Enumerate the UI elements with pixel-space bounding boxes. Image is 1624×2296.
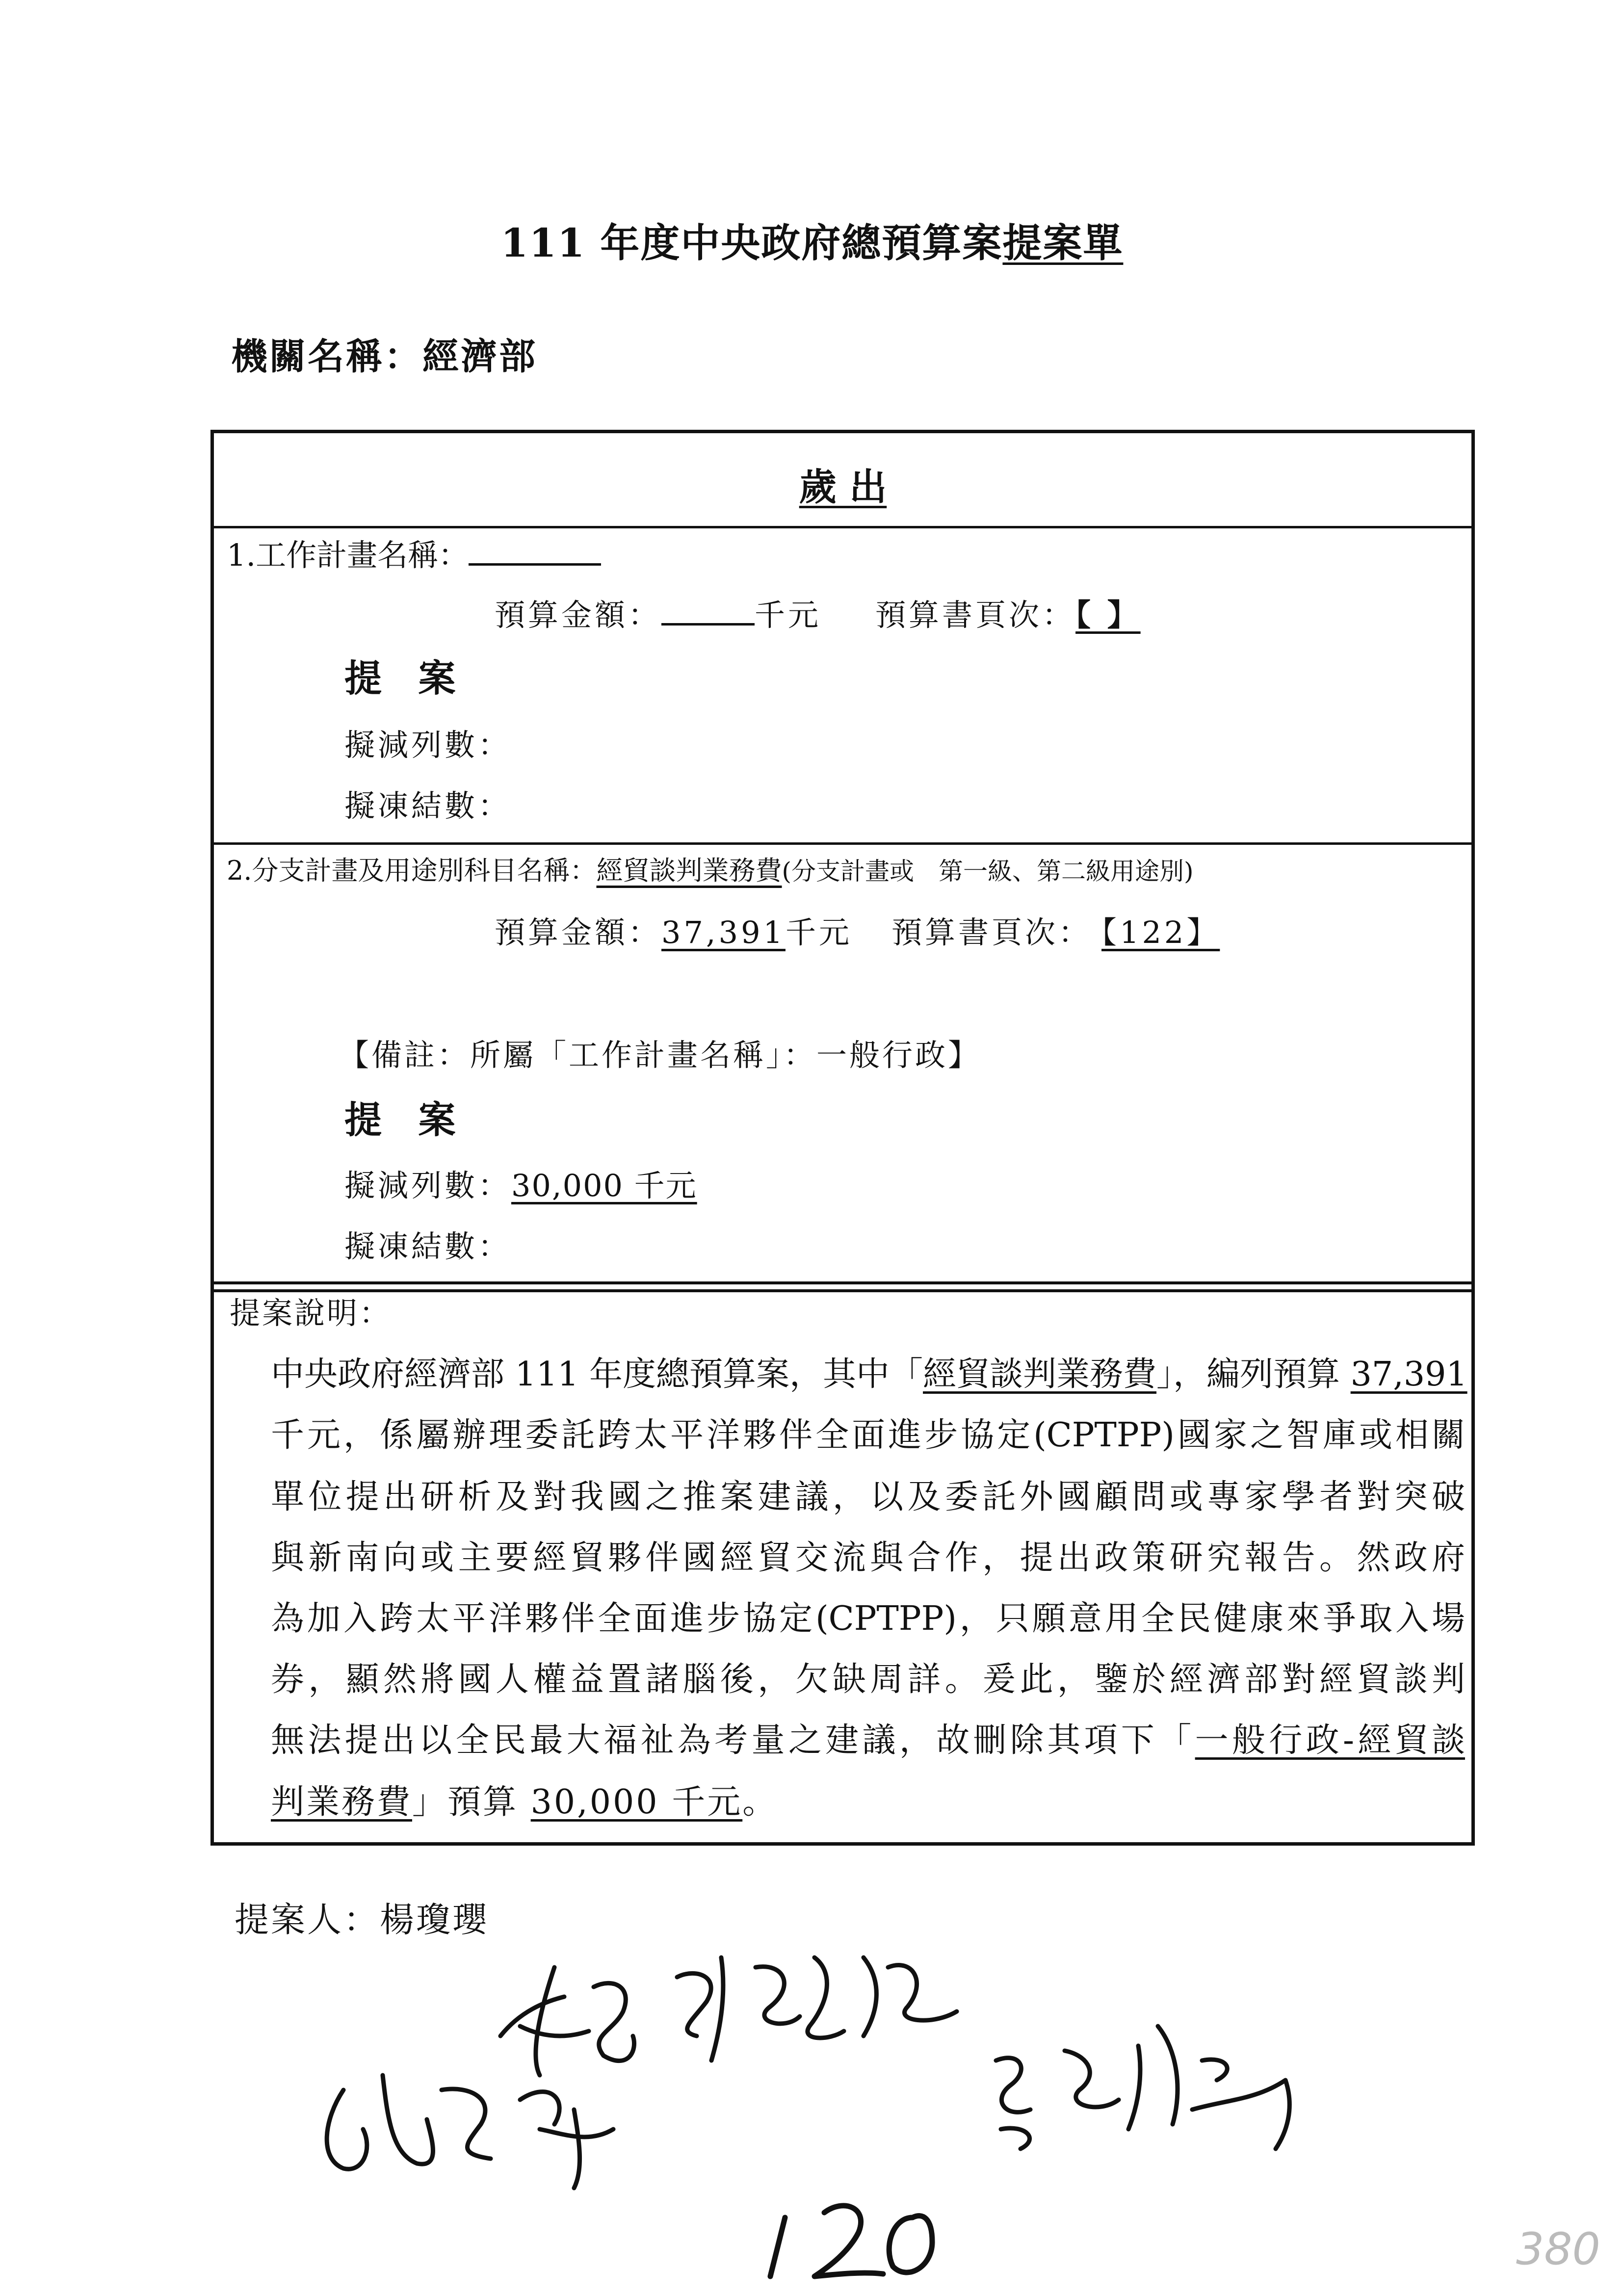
s1-reduce-label: 擬減列數： — [344, 727, 512, 763]
explanation-label: 提案說明： — [230, 1295, 392, 1331]
s2-reduce-label: 擬減列數： — [344, 1168, 512, 1203]
title-text: 111 年度中央政府總預算案 — [500, 220, 1003, 266]
s2-name-row — [227, 855, 1194, 886]
underlined-text: 37,391 — [1350, 1355, 1467, 1394]
underlined-text: 30,000 千元 — [530, 1783, 743, 1822]
text-segment: 券，顯然將國人權益置諸腦後，欠缺周詳。爰此，鑒於經濟部對經貿談判 — [271, 1660, 1465, 1699]
title-underlined-text: 提案單 — [1002, 220, 1124, 266]
divider — [210, 526, 1475, 528]
s1-proposal-heading: 提 案 — [344, 656, 468, 700]
text-segment: 」預算 — [412, 1783, 531, 1822]
s1-budget-label: 預算金額： — [495, 597, 662, 633]
underlined-text: 一般行政-經貿談 — [1195, 1721, 1465, 1760]
explanation-line — [271, 1721, 1465, 1760]
s1-page-label: 預算書頁次： — [875, 597, 1076, 633]
text-segment: 無法提出以全民最大福祉為考量之建議，故刪除其項下「 — [271, 1721, 1195, 1760]
text-segment: 中央政府經濟部 111 年度總預算案，其中「 — [271, 1355, 923, 1394]
agency-name: 機關名稱：經濟部 — [231, 336, 537, 378]
explanation-line — [271, 1660, 1465, 1699]
s1-budget-unit: 千元 — [755, 597, 822, 633]
divider — [210, 1281, 1475, 1284]
s2-proposal-heading: 提 案 — [344, 1098, 468, 1142]
explanation-line — [271, 1416, 1465, 1455]
s1-name-label: 1.工作計畫名稱： — [227, 537, 469, 573]
s2-page-label: 預算書頁次： — [891, 914, 1092, 950]
explanation-line — [271, 1783, 1465, 1822]
underlined-text: 經貿談判業務費 — [923, 1355, 1157, 1394]
handwritten-signatures — [0, 1913, 1624, 2296]
text-segment: 與新南向或主要經貿夥伴國經貿交流與合作，提出政策研究報告。然政府 — [271, 1539, 1465, 1577]
document-title — [0, 220, 1624, 266]
s1-name-blank — [469, 540, 601, 566]
s2-name-value: 經貿談判業務費 — [596, 855, 782, 886]
signature-2 — [677, 1957, 957, 2061]
stamped-page-number: 380 — [1516, 2223, 1600, 2275]
handwritten-page-number — [770, 2206, 932, 2276]
divider — [210, 1289, 1475, 1292]
explanation-line — [271, 1478, 1465, 1516]
s2-reduce-value: 30,000 千元 — [511, 1168, 697, 1203]
s2-budget-value: 37,391 — [661, 914, 786, 950]
s1-budget-blank — [661, 600, 755, 626]
explanation-line — [271, 1541, 1465, 1575]
signature-3 — [327, 2075, 613, 2188]
s2-remark: 【備註：所屬「工作計畫名稱」：一般行政】 — [339, 1037, 981, 1073]
s2-budget-unit: 千元 — [785, 914, 852, 950]
s2-budget-row — [495, 914, 1230, 950]
s2-name-label: 2.分支計畫及用途別科目名稱： — [227, 855, 597, 886]
proposer: 提案人：楊瓊瓔 — [235, 1900, 489, 1940]
s2-reduce-row — [344, 1168, 697, 1203]
explanation-line — [271, 1355, 1467, 1394]
text-segment: 。 — [742, 1783, 778, 1822]
text-segment: 千元，係屬辦理委託跨太平洋夥伴全面進步協定(CPTPP)國家之智庫或相關 — [271, 1416, 1465, 1455]
s2-name-note: (分支計畫或 第一級、第二級用途別) — [782, 857, 1194, 886]
divider — [210, 842, 1475, 845]
s1-freeze-label: 擬凍結數： — [344, 788, 512, 824]
underlined-text: 判業務費 — [271, 1783, 413, 1822]
s1-budget-row — [495, 597, 1170, 633]
s2-page-value: 【122】 — [1101, 914, 1220, 950]
text-segment: 」，編列預算 — [1156, 1355, 1351, 1394]
signature-4 — [996, 2026, 1289, 2149]
text-segment: 單位提出研析及對我國之推案建議，以及委託外國顧問或專家學者對突破 — [271, 1478, 1465, 1516]
s2-freeze-label: 擬凍結數： — [344, 1228, 512, 1264]
s1-page-value: 【 】 — [1075, 597, 1141, 633]
s1-name-row — [227, 537, 601, 573]
explanation-line — [271, 1599, 1465, 1638]
text-segment: 為加入跨太平洋夥伴全面進步協定(CPTPP)，只願意用全民健康來爭取入場 — [271, 1599, 1465, 1638]
table-header: 歲 出 — [799, 465, 887, 509]
signature-1 — [500, 1967, 634, 2075]
s2-budget-label: 預算金額： — [495, 914, 662, 950]
